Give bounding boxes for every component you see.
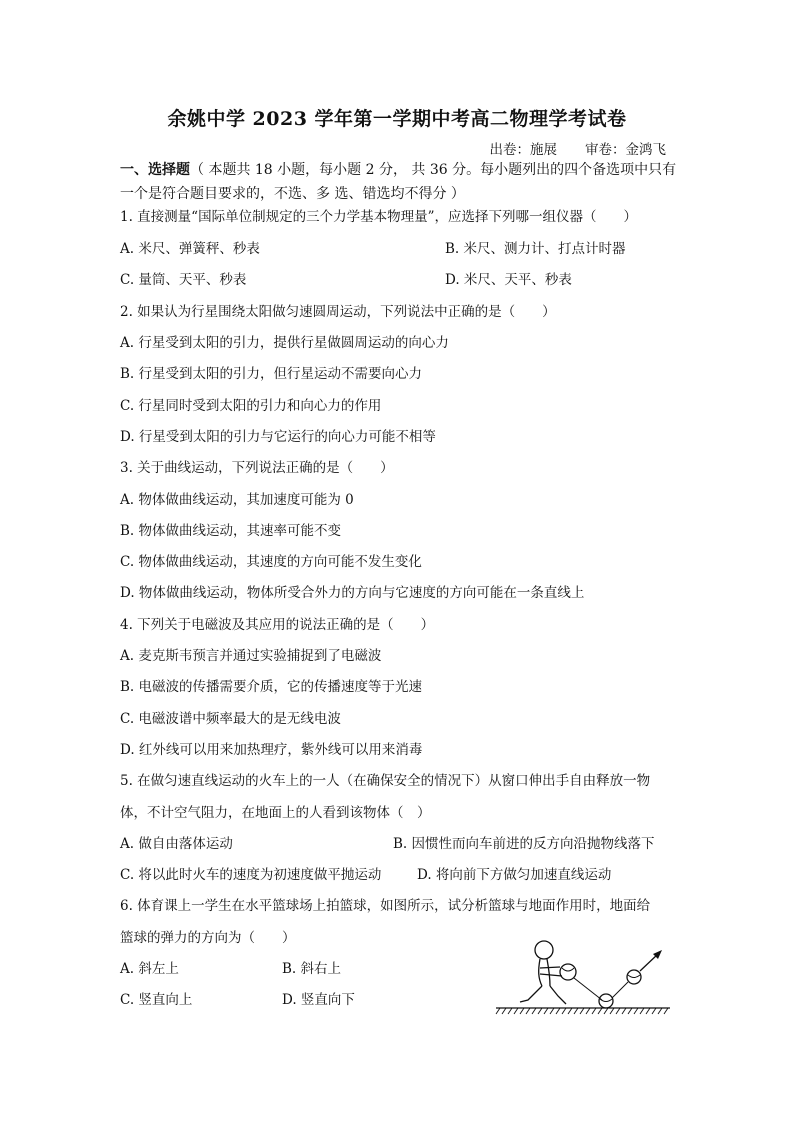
section-header (120, 158, 680, 206)
question-1-option-d: D. 米尺、天平、秒表 (445, 272, 572, 288)
question-1-option-b: B. 米尺、测力计、打点计时器 (445, 241, 626, 257)
basketball-figure (494, 932, 676, 1022)
question-1-stem: 1. 直接测量“国际单位制规定的三个力学基本物理量”，应选择下列哪一组仪器（ ） (120, 209, 637, 225)
question-4-option-a: A. 麦克斯韦预言并通过实验捕捉到了电磁波 (120, 648, 382, 664)
question-2-stem: 2. 如果认为行星围绕太阳做匀速圆周运动，下列说法中正确的是（ ） (120, 304, 556, 320)
question-6-stem-line-1: 6. 体育课上一学生在水平篮球场上拍篮球，如图所示，试分析篮球与地面作用时，地面给 (120, 898, 651, 914)
question-4-option-c: C. 电磁波谱中频率最大的是无线电波 (120, 711, 341, 727)
question-3-option-d: D. 物体做曲线运动，物体所受合外力的方向与它速度的方向可能在一条直线上 (120, 585, 585, 601)
question-5-stem-line-2: 体，不计空气阻力，在地面上的人看到该物体（ ） (120, 805, 431, 821)
question-2-option-c: C. 行星同时受到太阳的引力和向心力的作用 (120, 398, 382, 414)
basketball-on-ground (599, 994, 613, 1008)
question-5-stem-line-1: 5. 在做匀速直线运动的火车上的一人（在确保安全的情况下）从窗口伸出手自由释放一物 (120, 773, 651, 789)
question-6-option-d: D. 竖直向下 (282, 992, 355, 1008)
exam-title: 余姚中学 2023 学年第一学期中考高二物理学考试卷 (167, 108, 627, 130)
basketball-bouncing (627, 970, 641, 984)
question-3-option-b: B. 物体做曲线运动，其速率可能不变 (120, 523, 342, 539)
ground-hatching (496, 1008, 668, 1014)
question-6-option-a: A. 斜左上 (120, 961, 179, 977)
question-4-stem: 4. 下列关于电磁波及其应用的说法正确的是（ ） (120, 617, 435, 633)
question-5-option-d: D. 将向前下方做匀加速直线运动 (417, 867, 612, 883)
question-2-option-b: B. 行星受到太阳的引力，但行星运动不需要向心力 (120, 366, 423, 382)
question-4-option-d: D. 红外线可以用来加热理疗，紫外线可以用来消毒 (120, 742, 423, 758)
author-line (462, 138, 667, 158)
question-1-option-a: A. 米尺、弹簧秤、秒表 (120, 241, 260, 257)
section-heading: 一、选择题 (120, 162, 190, 178)
basketball-in-hand (560, 964, 576, 980)
section-instructions: （ 本题共 18 小题，每小题 2 分， 共 36 分。每小题列出的四个备选项中只有一个是符合题目要求的，不选、多 选、错选均不得分 ） (120, 162, 677, 202)
question-6-option-b: B. 斜右上 (282, 961, 342, 977)
student-figure (520, 941, 566, 1004)
question-2-option-a: A. 行星受到太阳的引力，提供行星做圆周运动的向心力 (120, 335, 449, 351)
question-2-option-d: D. 行星受到太阳的引力与它运行的向心力可能不相等 (120, 429, 436, 445)
question-4-option-b: B. 电磁波的传播需要介质，它的传播速度等于光速 (120, 679, 423, 695)
velocity-arrow (640, 954, 658, 971)
question-5-option-b: B. 因惯性而向车前进的反方向沿抛物线落下 (393, 836, 655, 852)
question-3-option-a: A. 物体做曲线运动，其加速度可能为 0 (120, 492, 354, 508)
question-6-option-c: C. 竖直向上 (120, 992, 193, 1008)
question-3-stem: 3. 关于曲线运动，下列说法正确的是（ ） (120, 460, 394, 476)
question-5-option-c: C. 将以此时火车的速度为初速度做平抛运动 (120, 867, 382, 883)
reviewer-label: 审卷：金鸿飞 (585, 142, 666, 158)
question-1-option-c: C. 量筒、天平、秒表 (120, 272, 247, 288)
question-6-stem-line-2: 篮球的弹力的方向为（ ） (120, 930, 296, 946)
question-5-option-a: A. 做自由落体运动 (120, 836, 233, 852)
question-3-option-c: C. 物体做曲线运动，其速度的方向可能不发生变化 (120, 554, 422, 570)
author-label: 出卷：施展 (489, 142, 557, 158)
